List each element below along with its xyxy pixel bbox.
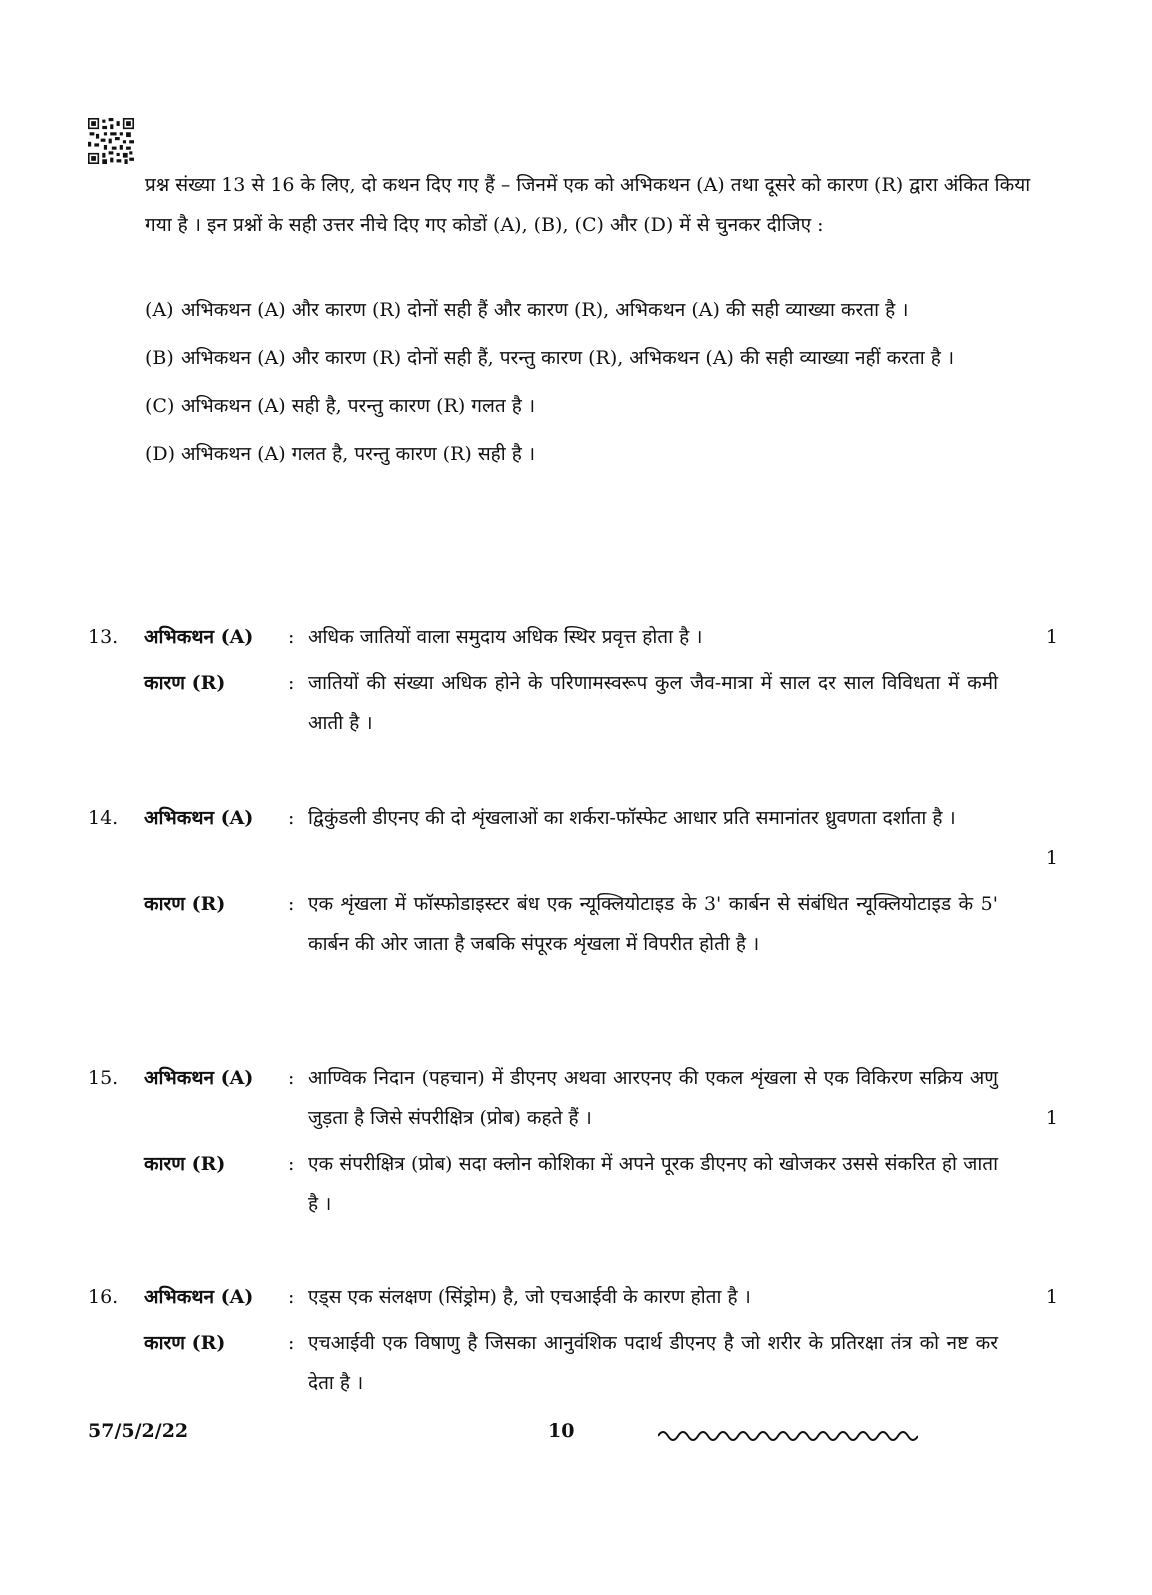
answer-code-text: अभिकथन (A) गलत है, परन्तु कारण (R) सही है । [181,443,536,465]
reason-text: एचआईवी एक विषाणु है जिसका आनुवंशिक पदार्थ डीएनए है जो शरीर के प्रतिरक्षा तंत्र को नष्ट कर देता है । [308,1332,998,1394]
qr-code-icon [88,118,134,164]
assertion-label: अभिकथन (A) [144,807,254,829]
assertion-label: अभिकथन (A) [144,1067,254,1089]
question-number: 14. [88,807,119,829]
reason-label: कारण (R) [144,893,226,915]
marks: 1 [1045,1107,1058,1129]
question-16 [88,1277,1058,1403]
paper-code: 57/5/2/22 [88,1420,189,1442]
instructions: प्रश्न संख्या 13 से 16 के लिए, दो कथन दिए गए हैं – जिनमें एक को अभिकथन (A) तथा दूसरे को कारण (R) द्वारा अंकित किया गया है । इन प्रश्नों के सही उत्तर नीचे दिए गए कोडों (A), (B), (C) और (D) में से चुनकर दीजिए : [145,174,1031,236]
wavy-line-icon [658,1428,918,1444]
question-number: 16. [88,1286,119,1308]
assertion-text: द्विकुंडली डीएनए की दो शृंखलाओं का शर्करा-फॉस्फेट आधार प्रति समानांतर ध्रुवणता दर्शाता है । [308,807,956,829]
answer-code-label: (A) [145,299,174,321]
answer-code-label: (B) [145,347,174,369]
marks: 1 [1045,626,1058,648]
assertion-text: एड्स एक संलक्षण (सिंड्रोम) है, जो एचआईवी के कारण होता है । [308,1286,751,1308]
question-13 [88,617,1058,743]
answer-code-item [145,386,1035,426]
question-number: 15. [88,1067,119,1089]
assertion-text: अधिक जातियों वाला समुदाय अधिक स्थिर प्रवृत्त होता है । [308,626,703,648]
answer-code-label: (D) [145,443,176,465]
assertion-label: अभिकथन (A) [144,626,254,648]
colon: : [288,1153,295,1175]
reason-text: एक संपरीक्षित्र (प्रोब) सदा क्लोन कोशिका में अपने पूरक डीएनए को खोजकर उससे संकरित हो जाता है । [308,1153,998,1215]
answer-code-label: (C) [145,395,175,417]
question-15 [88,1058,1058,1224]
reason-label: कारण (R) [144,1332,226,1354]
reason-text: जातियों की संख्या अधिक होने के परिणामस्वरूप कुल जैव-मात्रा में साल दर साल विविधता में कमी आती है । [308,672,998,734]
page-footer [88,1420,1068,1460]
marks: 1 [1045,1286,1058,1308]
colon: : [288,1286,295,1308]
assertion-text: आण्विक निदान (पहचान) में डीएनए अथवा आरएनए की एकल शृंखला से एक विकिरण सक्रिय अणु जुड़ता है जिसे संपरीक्षित्र (प्रोब) कहते हैं । [308,1067,998,1129]
colon: : [288,807,295,829]
answer-code-item [145,434,1035,474]
answer-code-list [145,290,1035,482]
colon: : [288,893,295,915]
answer-code-text: अभिकथन (A) और कारण (R) दोनों सही हैं और कारण (R), अभिकथन (A) की सही व्याख्या करता है । [181,299,909,321]
colon: : [288,1067,295,1089]
assertion-label: अभिकथन (A) [144,1286,254,1308]
reason-text: एक शृंखला में फॉस्फोडाइस्टर बंध एक न्यूक्लियोटाइड के 3' कार्बन से संबंधित न्यूक्लियोटाइड के 5' कार्बन की ओर जाता है जबकि संपूरक शृंखला में विपरीत होती है । [308,893,998,955]
marks: 1 [1045,847,1058,869]
answer-code-item [145,290,1035,330]
reason-label: कारण (R) [144,672,226,694]
colon: : [288,1332,295,1354]
question-number: 13. [88,626,119,648]
page-number: 10 [548,1420,575,1442]
answer-code-item [145,338,1035,378]
colon: : [288,672,295,694]
answer-code-text: अभिकथन (A) और कारण (R) दोनों सही हैं, परन्तु कारण (R), अभिकथन (A) की सही व्याख्या नहीं करता है । [181,347,955,369]
question-14 [88,798,1058,964]
colon: : [288,626,295,648]
answer-code-text: अभिकथन (A) सही है, परन्तु कारण (R) गलत है । [181,395,536,417]
reason-label: कारण (R) [144,1153,226,1175]
